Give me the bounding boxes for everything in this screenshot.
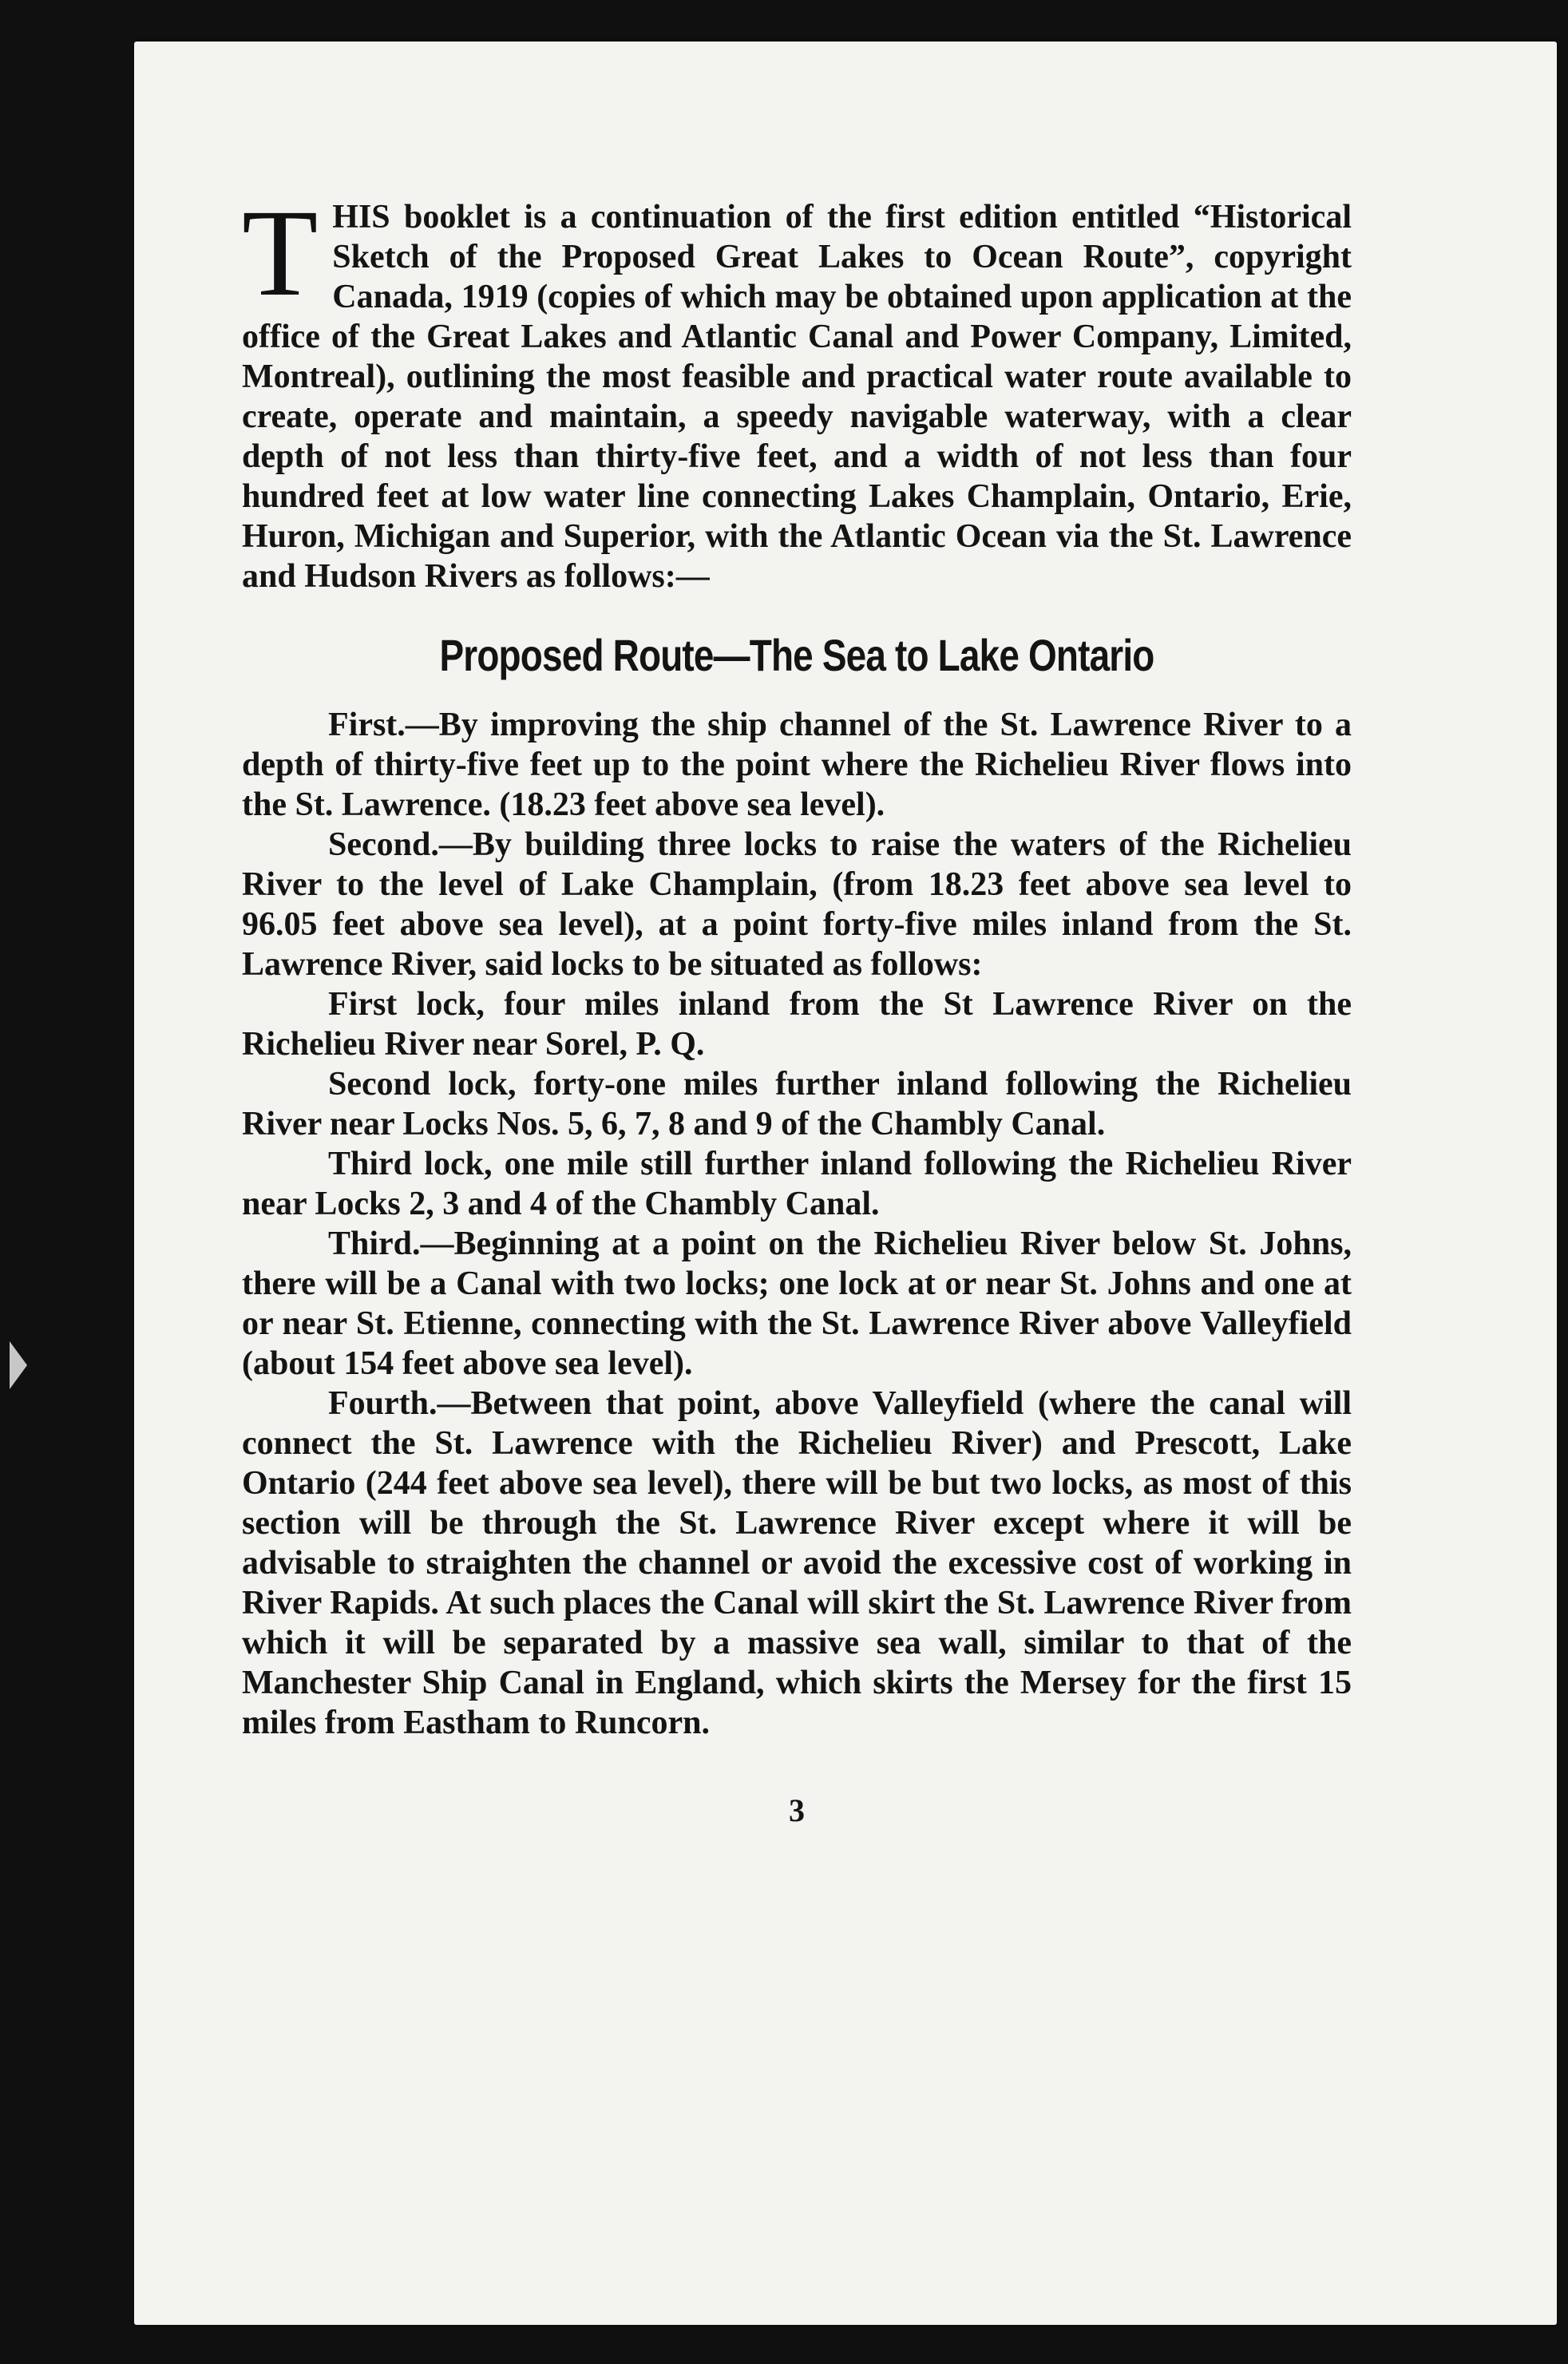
intro-text: HIS booklet is a continuation of the first edition entitled “Historical Sketch of the Proposed Great Lakes to Ocean Route”, copyright Canada, 1919 (copies of which may be obtained upon application at the office of the Great Lakes and Atlantic Canal and Power Company, Limited, Montreal), outlining the most feasible and practical water route available to create, operate and maintain, a speedy navigable waterway, with a clear depth of not less than thirty-five feet, and a width of not less than four hundred feet at low water line connecting Lakes Champlain, Ontario, Erie, Huron, Michigan and Superior, with the Atlantic Ocean via the St. Lawrence and Hudson Rivers as follows:— xyxy=(242,199,1352,595)
section-heading: Proposed Route—The Sea to Lake Ontario xyxy=(439,630,1154,680)
paragraph-fourth: Fourth.—Between that point, above Valleyfield (where the canal will connect the St. Lawrence with the Richelieu River) and Prescott, Lake Ontario (244 feet above sea level), there will be but two locks, as most of this section will be through the St. Lawrence River except where it will be advisable to straighten the channel or avoid the excessive cost of working in River Rapids. At such places the Canal will skirt the St. Lawrence River from which it will be separated by a massive sea wall, similar to that of the Manchester Ship Canal in England, which skirts the Mersey for the first 15 miles from Eastham to Runcorn. xyxy=(242,1385,1352,1741)
paragraph-third: Third.—Beginning at a point on the Richelieu River below St. Johns, there will be a Canal with two locks; one lock at or near St. Johns and one at or near St. Etienne, connecting with the St. Lawrence River above Valleyfield (about 154 feet above sea level). xyxy=(242,1226,1352,1382)
paragraph-first-lock: First lock, four miles inland from the St Lawrence River on the Richelieu River near Sorel, P. Q. xyxy=(242,986,1352,1063)
page-number: 3 xyxy=(789,1792,805,1828)
booklet-page xyxy=(134,42,1557,2325)
drop-cap-letter: T xyxy=(242,184,319,322)
paragraph-first: First.—By improving the ship channel of the St. Lawrence River to a depth of thirty-five feet up to the point where the Richelieu River flows into the St. Lawrence. (18.23 feet above sea level). xyxy=(242,707,1352,823)
paragraph-second: Second.—By building three locks to raise the waters of the Richelieu River to the level of Lake Champlain, (from 18.23 feet above sea level to 96.05 feet above sea level), at a point forty-five miles inland from the St. Lawrence River, said locks to be situated as follows: xyxy=(242,826,1352,983)
page-content xyxy=(242,184,1352,1831)
scan-edge-mark xyxy=(10,1341,27,1389)
paragraph-third-lock: Third lock, one mile still further inland following the Richelieu River near Locks 2, 3 and 4 of the Chambly Canal. xyxy=(242,1146,1352,1222)
intro-paragraph xyxy=(242,184,1352,596)
paragraph-second-lock: Second lock, forty-one miles further inland following the Richelieu River near Locks Nos. 5, 6, 7, 8 and 9 of the Chambly Canal. xyxy=(242,1066,1352,1142)
